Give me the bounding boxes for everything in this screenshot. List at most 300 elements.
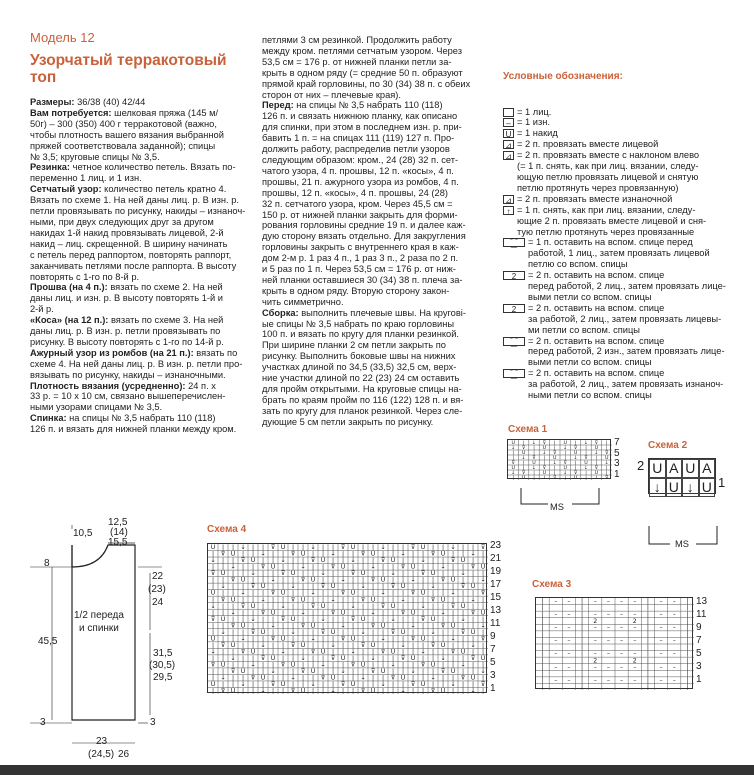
schema-2-row-top: 2: [637, 458, 645, 473]
stitch-symbol-icon: |: [221, 654, 225, 662]
stitch-symbol-icon: ⊽: [594, 440, 599, 446]
stitch-symbol-icon: ⊽: [240, 648, 246, 656]
column2-paragraph: [262, 308, 492, 428]
stitch-symbol-icon: ⊽: [470, 563, 476, 571]
stitch-symbol-icon: |: [241, 550, 245, 558]
stitch-symbol-icon: |: [281, 550, 285, 558]
stitch-symbol-icon: U: [250, 557, 256, 565]
stitch-symbol-icon: U: [420, 681, 426, 689]
stitch-symbol-icon: |: [271, 661, 275, 669]
stitch-symbol-icon: U: [250, 648, 256, 656]
stitch-symbol-icon: ↓: [440, 654, 446, 662]
stitch-symbol-icon: |: [401, 557, 405, 565]
stitch-symbol-icon: U: [380, 622, 386, 630]
stitch-symbol-icon: |: [512, 475, 515, 480]
stitch-symbol-icon: |: [341, 602, 345, 610]
paragraph-text: на спицы № 3,5 набрать 110 (118) 126 п. и связать нижнюю планку, как описано для спинки, при этом в последнем изн. р. при- бавить 1 п. = на спицах 111 (119) 127 п. Про- должить работу, распределив петли узоров следующим образом: кром., 24 (28) 32 п. сет- чатого узора, 4 п. прошвы, 12 п. «косы», 4 п. прошвы, 21 п. ажурного узора из ромбов, 4 п. прошвы, 12 п. «косы», 4 п. прошвы, 24 (28) 32 п. сетчатого узора, кром. Через 45,5 см = 150 р. от нижней планки закрыть для форми- рования горловины средние 19 п. и далее каж- дую сторону вязать отдельно. Для закругления горловины закрыть с внутреннего края в каж- дом 2-м р. 1 раз 4 п., 1 раз 3 п., 2 раза по 2 п. и 5 раз по 1 п. Через 53,5 см = 176 р. от ниж- ней планки оставшиеся 30 (34) 38 п. плеча за- крыть в одном ряду. Вторую сторону закон- чить симметрично.: [262, 100, 466, 307]
stitch-symbol-icon: ⊽: [430, 596, 436, 604]
stitch-symbol-icon: |: [411, 641, 415, 649]
stitch-symbol-icon: |: [564, 455, 567, 461]
stitch-symbol-icon: ⊽: [521, 445, 526, 451]
stitch-symbol-icon: ⊽: [584, 455, 588, 461]
stitch-symbol-icon: |: [585, 445, 587, 451]
stitch-symbol-icon: U: [410, 609, 416, 617]
stitch-symbol-icon: –: [593, 598, 597, 606]
stitch-symbol-icon: |: [441, 635, 445, 643]
legend-symbol-icon: [503, 108, 514, 117]
stitch-symbol-icon: |: [541, 604, 544, 612]
stitch-symbol-icon: ⊽: [240, 557, 246, 565]
stitch-symbol-icon: |: [686, 644, 689, 652]
stitch-symbol-icon: ↓: [521, 455, 526, 461]
stitch-symbol-icon: –: [567, 598, 571, 606]
stitch-symbol-icon: –: [620, 663, 624, 671]
stitch-symbol-icon: U: [450, 622, 456, 630]
stitch-symbol-icon: –: [554, 637, 558, 645]
stitch-symbol-icon: |: [211, 654, 215, 662]
stitch-symbol-icon: U: [320, 648, 326, 656]
stitch-symbol-icon: ↓: [532, 465, 536, 471]
stitch-symbol-icon: U: [360, 661, 366, 669]
stitch-symbol-icon: |: [646, 676, 649, 684]
stitch-symbol-icon: ⊽: [300, 576, 306, 584]
stitch-symbol-icon: ↓: [440, 609, 446, 617]
stitch-symbol-icon: |: [251, 654, 255, 662]
stitch-symbol-icon: U: [594, 470, 599, 476]
stitch-symbol-icon: |: [351, 687, 355, 694]
legend-item: [503, 336, 748, 369]
stitch-symbol-icon: |: [381, 687, 385, 694]
stitch-symbol-icon: U: [310, 622, 316, 630]
stitch-symbol-icon: |: [461, 609, 465, 617]
column1-paragraph: [30, 108, 248, 163]
stitch-symbol-icon: |: [311, 687, 315, 694]
stitch-symbol-icon: U: [573, 450, 578, 456]
column1-paragraph: [30, 97, 248, 108]
stitch-symbol-icon: ⊽: [290, 596, 296, 604]
dim-top-1: 12,5: [108, 517, 128, 528]
stitch-symbol-icon: ↓: [320, 661, 326, 669]
stitch-symbol-icon: |: [646, 611, 649, 619]
column-2: [262, 35, 492, 428]
stitch-symbol-icon: U: [240, 668, 246, 675]
stitch-symbol-icon: ↓: [350, 557, 356, 565]
stitch-symbol-icon: |: [311, 583, 315, 591]
stitch-symbol-icon: ⊽: [370, 576, 376, 584]
stitch-symbol-icon: –: [659, 676, 663, 684]
stitch-symbol-icon: U: [511, 440, 515, 446]
stitch-symbol-icon: |: [481, 661, 485, 669]
stitch-symbol-icon: |: [471, 576, 475, 584]
stitch-symbol-icon: U: [320, 557, 326, 565]
schema-4-title: Схема 4: [207, 524, 247, 535]
stitch-symbol-icon: |: [471, 661, 475, 669]
stitch-symbol-icon: U: [460, 557, 466, 565]
stitch-symbol-icon: ↓: [430, 583, 436, 591]
stitch-symbol-icon: U: [210, 544, 216, 552]
stitch-symbol-icon: |: [361, 609, 365, 617]
stitch-symbol-icon: ↓: [210, 602, 216, 610]
stitch-symbol-icon: ⊽: [480, 635, 486, 643]
stitch-symbol-icon: |: [686, 676, 689, 684]
stitch-symbol-icon: |: [211, 563, 215, 571]
stitch-symbol-icon: –: [620, 637, 624, 645]
stitch-symbol-icon: |: [481, 687, 485, 694]
stitch-symbol-icon: |: [451, 609, 455, 617]
stitch-symbol-icon: ⊽: [260, 563, 266, 571]
stitch-symbol-icon: ⊽: [250, 583, 256, 591]
stitch-symbol-icon: ⊽: [420, 615, 426, 623]
stitch-symbol-icon: |: [564, 475, 567, 480]
legend-text: = 2 п. оставить на вспом. спице перед работой, 2 лиц., затем провязать лице- выми петли со вспом. спицы: [528, 270, 726, 302]
stitch-symbol-icon: |: [341, 557, 345, 565]
stitch-symbol-icon: |: [401, 570, 405, 578]
stitch-symbol-icon: |: [391, 544, 395, 552]
stitch-symbol-icon: |: [471, 570, 475, 578]
column1-paragraph: [30, 184, 248, 282]
stitch-symbol-icon: |: [451, 661, 455, 669]
stitch-symbol-icon: |: [211, 628, 215, 636]
stitch-symbol-icon: ↓: [460, 615, 466, 623]
stitch-symbol-icon: U: [420, 589, 426, 597]
stitch-symbol-icon: |: [231, 583, 235, 591]
stitch-symbol-icon: |: [231, 635, 235, 643]
legend-text: = 2 п. оставить на вспом. спице перед работой, 2 изн., затем провязать лице- выми петли со вспом. спицы: [528, 335, 725, 368]
stitch-symbol-icon: |: [271, 583, 275, 591]
schema-2-ms-bracket: [648, 526, 718, 546]
stitch-symbol-icon: U: [370, 550, 376, 558]
stitch-symbol-icon: |: [261, 668, 265, 675]
stitch-symbol-icon: |: [461, 596, 465, 604]
stitch-symbol-icon: |: [595, 455, 598, 461]
legend-text: = 2 п. провязать вместе с наклоном влево (= 1 п. снять, как при лиц. вязании, следу- ющую петлю провязать лицевой и снятую петлю протянуть через провязанную): [517, 150, 700, 193]
stitch-symbol-icon: |: [361, 544, 365, 552]
stitch-symbol-icon: |: [241, 609, 245, 617]
stitch-symbol-icon: ⊽: [573, 445, 578, 451]
stitch-symbol-icon: ⊽: [290, 687, 296, 694]
stitch-symbol-icon: |: [441, 674, 445, 682]
stitch-symbol-icon: |: [331, 557, 335, 565]
stitch-symbol-icon: U: [420, 544, 426, 552]
page-title: Узорчатый терракотовый топ: [30, 52, 227, 86]
stitch-symbol-icon: 2: [632, 657, 637, 665]
stitch-symbol-icon: |: [321, 563, 325, 571]
stitch-symbol-icon: |: [381, 628, 385, 636]
stitch-symbol-icon: |: [231, 602, 235, 610]
stitch-symbol-icon: ⊽: [340, 635, 346, 643]
stitch-symbol-icon: |: [261, 622, 265, 630]
stitch-symbol-icon: ⊽: [290, 641, 296, 649]
stitch-symbol-icon: A: [699, 459, 716, 478]
stitch-symbol-icon: ↓: [440, 563, 446, 571]
stitch-symbol-icon: |: [391, 550, 395, 558]
legend-symbol-icon: ⁐: [503, 369, 525, 378]
stitch-symbol-icon: U: [410, 654, 416, 662]
stitch-symbol-icon: U: [400, 674, 406, 682]
stitch-symbol-icon: |: [271, 641, 275, 649]
stitch-symbol-icon: U: [320, 602, 326, 610]
stitch-symbol-icon: |: [421, 596, 425, 604]
paragraph-heading: Сетчатый узор:: [30, 184, 102, 195]
stitch-symbol-icon: |: [351, 622, 355, 630]
stitch-symbol-icon: |: [211, 641, 215, 649]
stitch-symbol-icon: ↓: [240, 681, 246, 689]
stitch-symbol-icon: |: [391, 681, 395, 689]
row-number: 9: [490, 631, 496, 642]
stitch-symbol-icon: |: [321, 654, 325, 662]
stitch-symbol-icon: U: [440, 687, 446, 694]
stitch-symbol-icon: |: [261, 661, 265, 669]
stitch-symbol-icon: ↓: [220, 628, 226, 636]
stitch-symbol-icon: U: [350, 635, 356, 643]
legend-symbol-icon: ⊿: [503, 140, 514, 149]
stitch-symbol-icon: |: [371, 589, 375, 597]
stitch-symbol-icon: ↓: [230, 654, 236, 662]
column1-paragraph: [30, 348, 248, 381]
paragraph-heading: «Коса» (на 12 п.):: [30, 315, 109, 326]
stitch-symbol-icon: –: [567, 624, 571, 632]
schema-2-title: Схема 2: [648, 440, 688, 451]
stitch-symbol-icon: |: [421, 609, 425, 617]
stitch-symbol-icon: 2: [593, 617, 598, 625]
stitch-symbol-icon: |: [311, 570, 315, 578]
stitch-symbol-icon: ↓: [470, 641, 476, 649]
stitch-symbol-icon: ↓: [210, 557, 216, 565]
stitch-symbol-icon: ⊽: [440, 576, 446, 584]
stitch-symbol-icon: ⊽: [470, 609, 476, 617]
stitch-symbol-icon: ↓: [230, 609, 236, 617]
stitch-symbol-icon: |: [361, 668, 365, 675]
paragraph-text: вязать по схеме 4. На ней даны лиц. р. В изн. р. петли про- вязывать по рисунку, накиды – изнаночными.: [30, 347, 243, 380]
stitch-symbol-icon: ⊽: [440, 622, 446, 630]
stitch-symbol-icon: ↓: [563, 445, 568, 451]
stitch-symbol-icon: U: [220, 661, 226, 669]
stitch-symbol-icon: ↓: [360, 583, 366, 591]
stitch-symbol-icon: U: [300, 687, 306, 694]
stitch-symbol-icon: |: [391, 596, 395, 604]
stitch-symbol-icon: ↓: [450, 635, 456, 643]
stitch-symbol-icon: |: [321, 668, 325, 675]
stitch-symbol-icon: ⊽: [210, 615, 216, 623]
dim-left-3: 3: [40, 717, 46, 728]
stitch-symbol-icon: –: [593, 676, 597, 684]
legend-text: = 1 п. снять, как при лиц. вязании, следу- ющие 2 п. провязать вместе лицевой и сня- тую петлю протянуть через провязанные: [517, 204, 707, 237]
stitch-symbol-icon: U: [260, 583, 266, 591]
stitch-symbol-icon: |: [441, 615, 445, 623]
stitch-symbol-icon: |: [351, 576, 355, 584]
stitch-symbol-icon: |: [241, 641, 245, 649]
stitch-symbol-icon: –: [659, 611, 663, 619]
stitch-symbol-icon: |: [291, 602, 295, 610]
stitch-symbol-icon: |: [411, 550, 415, 558]
stitch-symbol-icon: |: [241, 563, 245, 571]
stitch-symbol-icon: |: [281, 687, 285, 694]
stitch-symbol-icon: ↓: [470, 687, 476, 694]
stitch-symbol-icon: |: [251, 622, 255, 630]
stitch-symbol-icon: |: [251, 544, 255, 552]
stitch-symbol-icon: |: [481, 557, 485, 565]
stitch-symbol-icon: |: [461, 589, 465, 597]
stitch-symbol-icon: U: [521, 475, 526, 480]
stitch-symbol-icon: U: [270, 563, 276, 571]
paragraph-heading: Прошва (на 4 п.):: [30, 282, 108, 293]
stitch-symbol-icon: |: [251, 609, 255, 617]
stitch-symbol-icon: –: [567, 663, 571, 671]
stitch-symbol-icon: –: [659, 598, 663, 606]
stitch-symbol-icon: U: [390, 602, 396, 610]
stitch-symbol-icon: |: [271, 628, 275, 636]
stitch-symbol-icon: |: [471, 544, 475, 552]
stitch-symbol-icon: |: [431, 589, 435, 597]
stitch-symbol-icon: |: [646, 630, 649, 638]
stitch-symbol-icon: –: [672, 650, 676, 658]
stitch-symbol-icon: ↓: [604, 460, 609, 466]
stitch-symbol-icon: ⊽: [542, 465, 547, 471]
stitch-symbol-icon: U: [230, 596, 236, 604]
stitch-symbol-icon: U: [370, 596, 376, 604]
stitch-symbol-icon: ↓: [300, 654, 306, 662]
stitch-symbol-icon: |: [281, 563, 285, 571]
stitch-symbol-icon: |: [686, 663, 689, 671]
stitch-symbol-icon: |: [241, 615, 245, 623]
dim-bottom-3: 26: [118, 749, 130, 760]
stitch-symbol-icon: ⊽: [310, 602, 316, 610]
stitch-symbol-icon: |: [221, 602, 225, 610]
stitch-symbol-icon: |: [361, 622, 365, 630]
stitch-symbol-icon: |: [341, 648, 345, 656]
stitch-symbol-icon: |: [451, 583, 455, 591]
schema-2-row-bottom: 1: [718, 475, 726, 490]
stitch-symbol-icon: |: [581, 670, 584, 678]
stitch-symbol-icon: |: [646, 644, 649, 652]
stitch-symbol-icon: ↓: [330, 687, 336, 694]
stitch-symbol-icon: |: [211, 668, 215, 675]
stitch-symbol-icon: –: [606, 650, 610, 658]
stitch-symbol-icon: ⊽: [320, 628, 326, 636]
stitch-symbol-icon: ↓: [260, 596, 266, 604]
stitch-symbol-icon: |: [301, 589, 305, 597]
stitch-symbol-icon: ↓: [430, 628, 436, 636]
dim-left-45: 45,5: [38, 636, 58, 647]
stitch-symbol-icon: U: [310, 668, 316, 675]
stitch-symbol-icon: |: [331, 622, 335, 630]
stitch-symbol-icon: ↓: [300, 609, 306, 617]
stitch-symbol-icon: |: [251, 641, 255, 649]
stitch-symbol-icon: |: [451, 674, 455, 682]
stitch-symbol-icon: |: [431, 648, 435, 656]
stitch-symbol-icon: ↓: [350, 602, 356, 610]
stitch-symbol-icon: ↓: [470, 550, 476, 558]
stitch-symbol-icon: ↓: [310, 681, 316, 689]
stitch-symbol-icon: |: [646, 637, 649, 645]
stitch-symbol-icon: ⊽: [370, 668, 376, 675]
stitch-symbol-icon: |: [261, 589, 265, 597]
stitch-symbol-icon: U: [511, 465, 515, 471]
stitch-symbol-icon: |: [541, 630, 544, 638]
stitch-symbol-icon: |: [281, 628, 285, 636]
stitch-symbol-icon: U: [390, 557, 396, 565]
stitch-symbol-icon: ⊽: [320, 674, 326, 682]
stitch-symbol-icon: |: [411, 674, 415, 682]
stitch-symbol-icon: |: [271, 557, 275, 565]
stitch-symbol-icon: |: [341, 583, 345, 591]
stitch-symbol-icon: ⊽: [310, 557, 316, 565]
stitch-symbol-icon: ↓: [260, 687, 266, 694]
stitch-symbol-icon: |: [411, 596, 415, 604]
stitch-symbol-icon: |: [686, 637, 689, 645]
stitch-symbol-icon: ⊽: [390, 628, 396, 636]
stitch-symbol-icon: |: [241, 674, 245, 682]
stitch-symbol-icon: |: [541, 683, 544, 690]
stitch-symbol-icon: 2: [593, 657, 598, 665]
stitch-symbol-icon: |: [241, 583, 245, 591]
stitch-symbol-icon: ⊽: [460, 583, 466, 591]
stitch-symbol-icon: ⊽: [250, 674, 256, 682]
stitch-symbol-icon: |: [401, 602, 405, 610]
stitch-symbol-icon: ⊽: [230, 576, 236, 584]
stitch-symbol-icon: –: [672, 637, 676, 645]
stitch-symbol-icon: ↓: [400, 641, 406, 649]
stitch-symbol-icon: |: [301, 628, 305, 636]
stitch-symbol-icon: |: [533, 450, 535, 456]
stitch-symbol-icon: |: [543, 455, 546, 461]
stitch-symbol-icon: |: [271, 615, 275, 623]
stitch-symbol-icon: |: [646, 670, 649, 678]
stitch-symbol-icon: ⊽: [360, 641, 366, 649]
stitch-symbol-icon: ↓: [390, 661, 396, 669]
stitch-symbol-icon: –: [567, 637, 571, 645]
stitch-symbol-icon: ⊽: [360, 596, 366, 604]
stitch-symbol-icon: 2: [632, 617, 637, 625]
stitch-symbol-icon: U: [605, 455, 609, 461]
stitch-symbol-icon: U: [220, 615, 226, 623]
stitch-symbol-icon: ↓: [380, 635, 386, 643]
stitch-symbol-icon: |: [311, 661, 315, 669]
paragraph-text: петлями 3 см резинкой. Продолжить работу между кром. петлями сетчатым узором. Через 53,5 см = 176 р. от нижней планки петли за- крыть в одном ряду (= средние 50 п. образуют прямой край горловины, по 30 (34) 38 п. с обеих сторон от них – плечевые края).: [262, 35, 471, 100]
stitch-symbol-icon: |: [331, 648, 335, 656]
stitch-symbol-icon: ⊽: [250, 628, 256, 636]
stitch-symbol-icon: |: [431, 654, 435, 662]
stitch-symbol-icon: –: [633, 624, 637, 632]
stitch-symbol-icon: ⊽: [380, 557, 386, 565]
stitch-symbol-icon: |: [451, 570, 455, 578]
stitch-symbol-icon: |: [411, 557, 415, 565]
stitch-symbol-icon: ⊽: [370, 622, 376, 630]
stitch-symbol-icon: U: [240, 622, 246, 630]
stitch-symbol-icon: –: [567, 676, 571, 684]
stitch-symbol-icon: |: [401, 681, 405, 689]
stitch-symbol-icon: |: [291, 609, 295, 617]
stitch-symbol-icon: |: [401, 589, 405, 597]
stitch-symbol-icon: ⊽: [430, 687, 436, 694]
stitch-symbol-icon: |: [221, 609, 225, 617]
stitch-symbol-icon: |: [361, 654, 365, 662]
stitch-symbol-icon: |: [522, 465, 525, 471]
stitch-symbol-icon: |: [301, 648, 305, 656]
stitch-symbol-icon: –: [620, 611, 624, 619]
stitch-symbol-icon: ↓: [420, 648, 426, 656]
stitch-symbol-icon: |: [391, 589, 395, 597]
row-number: 11: [696, 609, 707, 620]
stitch-symbol-icon: ⊽: [300, 668, 306, 675]
stitch-symbol-icon: |: [341, 615, 345, 623]
stitch-symbol-icon: |: [361, 589, 365, 597]
stitch-symbol-icon: ↓: [532, 440, 536, 446]
stitch-symbol-icon: ⊽: [420, 661, 426, 669]
stitch-symbol-icon: |: [512, 450, 515, 456]
row-number: 1: [696, 674, 702, 685]
stitch-symbol-icon: ⊽: [330, 563, 336, 571]
